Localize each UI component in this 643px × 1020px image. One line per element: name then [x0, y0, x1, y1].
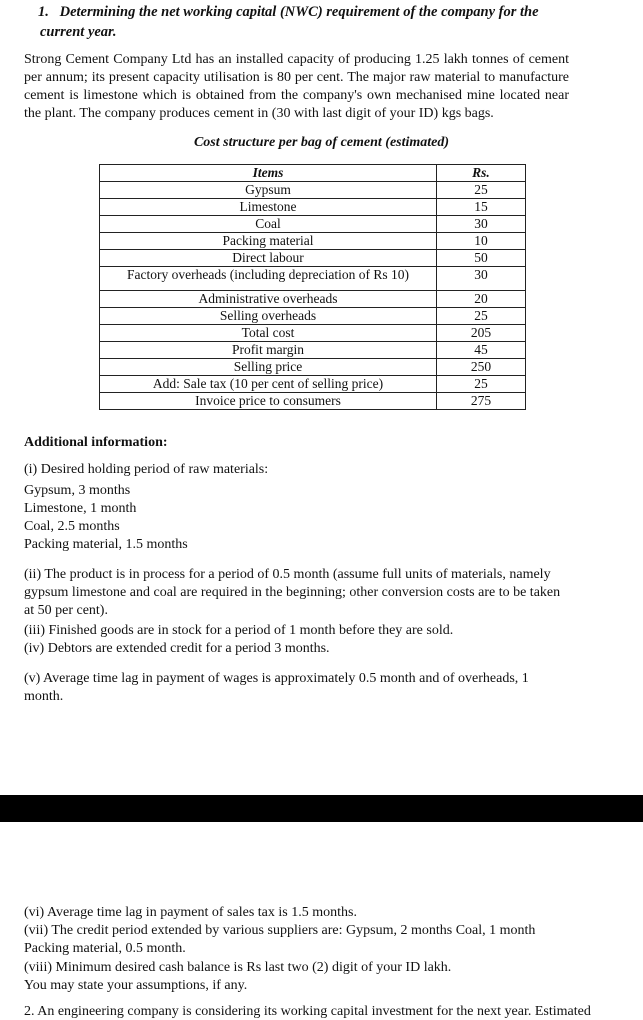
- info-packing: Packing material, 1.5 months: [24, 537, 188, 552]
- cell-item: Gypsum: [100, 182, 437, 199]
- table-row: [100, 216, 526, 233]
- header-rs: Rs.: [437, 165, 526, 182]
- cell-amount: 45: [437, 342, 526, 359]
- cell-item: Total cost: [100, 325, 437, 342]
- cell-item: Coal: [100, 216, 437, 233]
- info-gypsum: Gypsum, 3 months: [24, 483, 131, 498]
- cell-item: Selling price: [100, 359, 437, 376]
- info-i: (i) Desired holding period of raw materials:: [24, 462, 269, 477]
- cell-amount: 30: [437, 267, 526, 291]
- cell-item: Add: Sale tax (10 per cent of selling price): [100, 376, 437, 393]
- cell-amount: 25: [437, 308, 526, 325]
- cell-amount: 205: [437, 325, 526, 342]
- table-row: [100, 376, 526, 393]
- table-row: [100, 233, 526, 250]
- info-v: (v) Average time lag in payment of wages is approximately 0.5 month and of overheads, 1 month.: [24, 671, 529, 704]
- cell-amount: 25: [437, 376, 526, 393]
- table-caption: Cost structure per bag of cement (estimated): [193, 135, 450, 150]
- cell-item: Administrative overheads: [100, 291, 437, 308]
- cell-amount: 20: [437, 291, 526, 308]
- table-header-row: [100, 165, 526, 182]
- info-vi: (vi) Average time lag in payment of sales tax is 1.5 months.: [24, 905, 357, 920]
- cell-item: Selling overheads: [100, 308, 437, 325]
- question-heading: [40, 2, 580, 42]
- table-row: [100, 182, 526, 199]
- assumptions-note: You may state your assumptions, if any.: [24, 978, 248, 993]
- additional-info-title: Additional information:: [24, 435, 168, 450]
- cell-item: Packing material: [100, 233, 437, 250]
- cell-item: Direct labour: [100, 250, 437, 267]
- info-limestone: Limestone, 1 month: [24, 501, 137, 516]
- cell-item: Profit margin: [100, 342, 437, 359]
- info-iii: (iii) Finished goods are in stock for a period of 1 month before they are sold.: [24, 623, 454, 638]
- table-row: [100, 250, 526, 267]
- info-coal: Coal, 2.5 months: [24, 519, 120, 534]
- cell-amount: 50: [437, 250, 526, 267]
- cell-amount: 10: [437, 233, 526, 250]
- question2-partial: 2. An engineering company is considering its working capital investment for the next year. Estimated: [24, 1004, 591, 1019]
- heading-text: Determining the net working capital (NWC) requirement of the company for the current year.: [40, 4, 539, 40]
- cell-amount: 30: [437, 216, 526, 233]
- cell-item: Invoice price to consumers: [100, 393, 437, 410]
- info-viii: (viii) Minimum desired cash balance is Rs last two (2) digit of your ID lakh.: [24, 960, 452, 975]
- cell-amount: 275: [437, 393, 526, 410]
- table-row: [100, 308, 526, 325]
- info-iv: (iv) Debtors are extended credit for a period 3 months.: [24, 641, 330, 656]
- info-vii: (vii) The credit period extended by various suppliers are: Gypsum, 2 months Coal, 1 month Packing material, 0.5 month.: [24, 923, 536, 956]
- table-row: [100, 359, 526, 376]
- cell-amount: 25: [437, 182, 526, 199]
- table-row: [100, 393, 526, 410]
- problem-paragraph: Strong Cement Company Ltd has an installed capacity of producing 1.25 lakh tonnes of cement per annum; its present capacity utilisation is 80 per cent. The major raw material to manufacture cement is limestone which is obtained from the company's own mechanised mine located near the plant. The company produces cement in (30 with last digit of your ID) kgs bags.: [24, 52, 569, 121]
- info-ii: (ii) The product is in process for a period of 0.5 month (assume full units of materials, namely gypsum limestone and coal are required in the beginning; other conversion costs are to be taken at 50 per cent).: [24, 567, 561, 618]
- cost-structure-table: [99, 164, 526, 410]
- table-row: [100, 199, 526, 216]
- cell-amount: 15: [437, 199, 526, 216]
- header-items: Items: [100, 165, 437, 182]
- cell-item: Factory overheads (including depreciation of Rs 10): [100, 267, 437, 291]
- table-row: [100, 342, 526, 359]
- question-number: 1.: [38, 4, 49, 20]
- table-row: [100, 267, 526, 291]
- cell-amount: 250: [437, 359, 526, 376]
- table-row: [100, 291, 526, 308]
- cell-item: Limestone: [100, 199, 437, 216]
- black-separator-bar: [0, 795, 643, 822]
- table-row: [100, 325, 526, 342]
